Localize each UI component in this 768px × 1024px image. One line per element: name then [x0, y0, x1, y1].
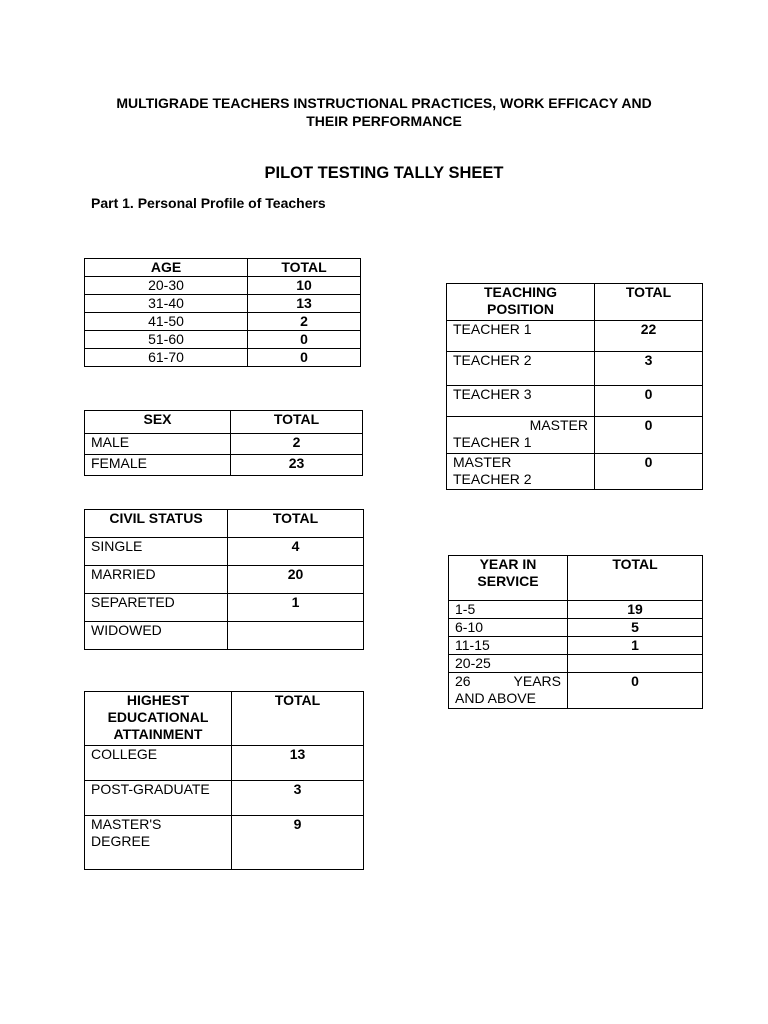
- service-range-line: AND ABOVE: [455, 690, 536, 706]
- position-total: 0: [595, 454, 703, 490]
- part-heading: Part 1. Personal Profile of Teachers: [91, 195, 326, 211]
- teaching-position-header: [447, 284, 595, 321]
- position-label: [447, 454, 595, 490]
- service-total: 0: [568, 673, 703, 709]
- table-row: [85, 781, 364, 816]
- table-row: [447, 321, 703, 352]
- age-total: 10: [248, 277, 361, 295]
- sex-total: 23: [231, 455, 363, 476]
- table-row: [85, 455, 363, 476]
- table-row: [85, 594, 364, 622]
- service-header-line: SERVICE: [477, 573, 539, 589]
- table-row: [449, 637, 703, 655]
- service-range: [449, 673, 568, 709]
- total-header: TOTAL: [232, 692, 364, 746]
- service-range-part: YEARS: [513, 673, 561, 689]
- civil-status-label: SEPARETED: [85, 594, 228, 622]
- service-range-line: [455, 673, 561, 690]
- position-label: TEACHER 3: [447, 386, 595, 417]
- civil-status-header: CIVIL STATUS: [85, 510, 228, 538]
- service-header: [449, 556, 568, 601]
- service-range: 11-15: [449, 637, 568, 655]
- position-label-line: TEACHER 1: [453, 434, 532, 450]
- age-range: 61-70: [85, 349, 248, 367]
- table-row: [85, 622, 364, 650]
- table-row: [85, 746, 364, 781]
- service-range: 20-25: [449, 655, 568, 673]
- sex-label: FEMALE: [85, 455, 231, 476]
- service-total: [568, 655, 703, 673]
- total-header: TOTAL: [248, 259, 361, 277]
- civil-status-label: MARRIED: [85, 566, 228, 594]
- service-range-part: 26: [455, 673, 471, 689]
- education-label: POST-GRADUATE: [85, 781, 232, 816]
- total-header: TOTAL: [228, 510, 364, 538]
- age-range: 51-60: [85, 331, 248, 349]
- teaching-position-header-line: POSITION: [487, 301, 554, 317]
- service-total: 5: [568, 619, 703, 637]
- table-row: [85, 566, 364, 594]
- civil-status-table: [84, 509, 364, 650]
- table-row: [449, 673, 703, 709]
- service-range: 6-10: [449, 619, 568, 637]
- civil-status-total: [228, 622, 364, 650]
- age-total: 2: [248, 313, 361, 331]
- position-total: 0: [595, 386, 703, 417]
- title-line-2: THEIR PERFORMANCE: [306, 113, 462, 129]
- education-header: [85, 692, 232, 746]
- position-label-line: MASTER: [529, 417, 588, 433]
- position-label-line: TEACHER 2: [453, 471, 532, 487]
- education-header-line: HIGHEST: [126, 692, 190, 708]
- sex-label: MALE: [85, 434, 231, 455]
- position-label: TEACHER 1: [447, 321, 595, 352]
- civil-status-total: 4: [228, 538, 364, 566]
- education-label: [85, 816, 232, 870]
- table-row: [85, 434, 363, 455]
- sex-header: SEX: [85, 411, 231, 434]
- civil-status-total: 20: [228, 566, 364, 594]
- sex-table: [84, 410, 363, 476]
- table-header-row: [85, 411, 363, 434]
- position-total: 0: [595, 417, 703, 454]
- sheet-subtitle: PILOT TESTING TALLY SHEET: [264, 164, 504, 182]
- table-row: [449, 619, 703, 637]
- position-label: [447, 417, 595, 454]
- table-row: [85, 295, 361, 313]
- position-label: TEACHER 2: [447, 352, 595, 386]
- total-header: TOTAL: [231, 411, 363, 434]
- table-row: [447, 454, 703, 490]
- table-header-row: [85, 692, 364, 746]
- age-range: 41-50: [85, 313, 248, 331]
- position-total: 22: [595, 321, 703, 352]
- table-row: [449, 655, 703, 673]
- teaching-position-header-line: TEACHING: [483, 284, 558, 300]
- age-header: AGE: [85, 259, 248, 277]
- teaching-position-table: [446, 283, 703, 490]
- service-range: 1-5: [449, 601, 568, 619]
- title-line-1: MULTIGRADE TEACHERS INSTRUCTIONAL PRACTICES, WORK EFFICACY AND: [116, 95, 652, 111]
- table-row: [447, 417, 703, 454]
- position-label-line: MASTER: [453, 454, 512, 470]
- age-total: 0: [248, 349, 361, 367]
- sex-total: 2: [231, 434, 363, 455]
- table-row: [449, 601, 703, 619]
- education-header-line: ATTAINMENT: [113, 726, 203, 742]
- service-total: 19: [568, 601, 703, 619]
- education-header-line: EDUCATIONAL: [107, 709, 209, 725]
- age-table: [84, 258, 361, 367]
- civil-status-total: 1: [228, 594, 364, 622]
- document-title: [70, 94, 698, 130]
- table-row: [85, 349, 361, 367]
- education-label-line: MASTER'S: [91, 816, 162, 832]
- position-total: 3: [595, 352, 703, 386]
- education-total: 3: [232, 781, 364, 816]
- education-label: COLLEGE: [85, 746, 232, 781]
- table-row: [85, 538, 364, 566]
- total-header: TOTAL: [595, 284, 703, 321]
- age-total: 13: [248, 295, 361, 313]
- total-header: TOTAL: [568, 556, 703, 601]
- service-total: 1: [568, 637, 703, 655]
- table-header-row: [85, 510, 364, 538]
- age-range: 31-40: [85, 295, 248, 313]
- civil-status-label: SINGLE: [85, 538, 228, 566]
- civil-status-label: WIDOWED: [85, 622, 228, 650]
- age-total: 0: [248, 331, 361, 349]
- education-total: 9: [232, 816, 364, 870]
- service-table: [448, 555, 703, 709]
- education-total: 13: [232, 746, 364, 781]
- table-header-row: [447, 284, 703, 321]
- education-table: [84, 691, 364, 870]
- table-row: [85, 331, 361, 349]
- table-row: [447, 352, 703, 386]
- table-row: [85, 313, 361, 331]
- education-label-line: DEGREE: [91, 833, 151, 849]
- table-header-row: [85, 259, 361, 277]
- service-header-line: YEAR IN: [479, 556, 537, 572]
- age-range: 20-30: [85, 277, 248, 295]
- table-row: [447, 386, 703, 417]
- table-row: [85, 277, 361, 295]
- table-header-row: [449, 556, 703, 601]
- table-row: [85, 816, 364, 870]
